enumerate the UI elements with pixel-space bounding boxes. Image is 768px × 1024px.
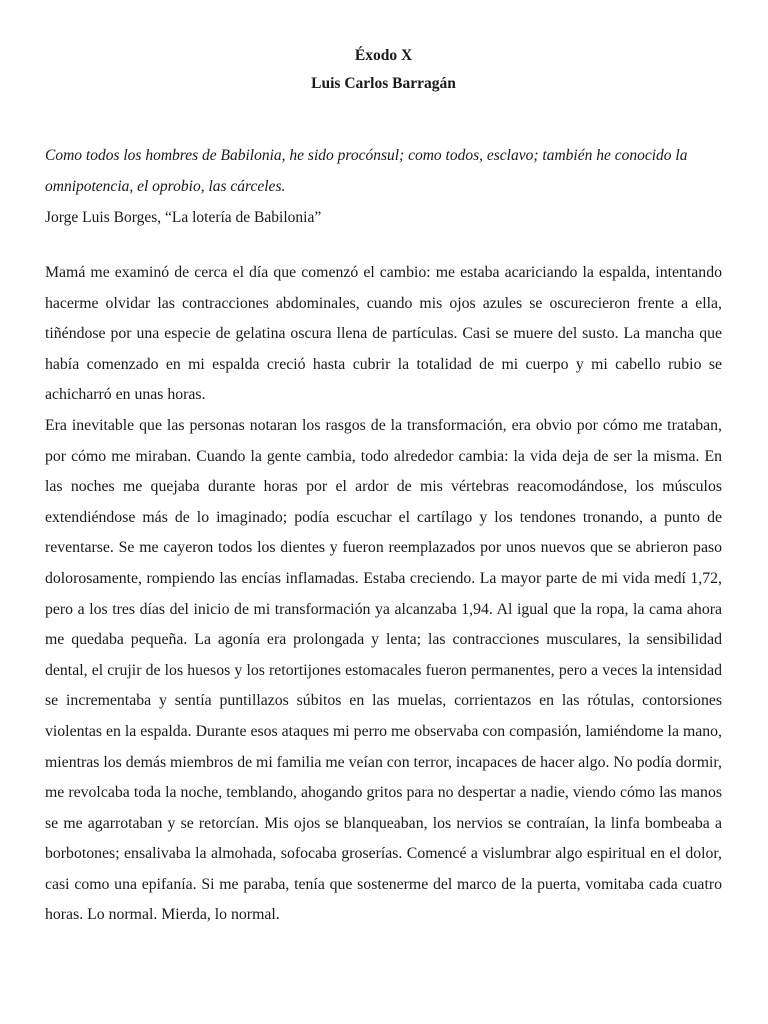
- paragraph-2: Era inevitable que las personas notaran los rasgos de la transformación, era obvio por cómo me trataban, por cómo me miraban. Cuando la gente cambia, todo alrededor cambia: la vida deja de ser la misma. En las noches me quejaba durante horas por el ardor de mis vértebras reacomodándose, los músculos extendiéndose más de lo imaginado; podía escuchar el cartílago y los tendones tronando, a punto de reventarse. Se me cayeron todos los dientes y fueron reemplazados por unos nuevos que se abrieron paso dolorosamente, rompiendo las encías inflamadas. Estaba creciendo. La mayor parte de mi vida medí 1,72, pero a los tres días del inicio de mi transformación ya alcanzaba 1,94. Al igual que la ropa, la cama ahora me quedaba pequeña. La agonía era prolongada y lenta; las contracciones musculares, la sensibilidad dental, el crujir de los huesos y los retortijones estomacales fueron permanentes, pero a veces la intensidad se incrementaba y sentía puntillazos súbitos en las muelas, corrientazos en las rótulas, contorsiones violentas en la espalda. Durante esos ataques mi perro me observaba con compasión, lamiéndome la mano, mientras los demás miembros de mi familia me veían con terror, incapaces de hacer algo. No podía dormir, me revolcaba toda la noche, temblando, ahogando gritos para no despertar a nadie, viendo cómo las manos se me agarrotaban y se retorcían. Mis ojos se blanqueaban, los nervios se contraían, la linfa bombeaba a borbotones; ensalivaba la almohada, sofocaba groserías. Comencé a vislumbrar algo espiritual en el dolor, casi como una epifanía. Si me paraba, tenía que sostenerme del marco de la puerta, vomitaba cada cuatro horas. Lo normal. Mierda, lo normal.: [45, 416, 722, 924]
- epigraph-source: Jorge Luis Borges, “La lotería de Babilonia”: [45, 209, 322, 226]
- document-title: Éxodo X: [354, 47, 413, 64]
- document-author: Luis Carlos Barragán: [311, 75, 456, 92]
- epigraph: [45, 140, 722, 233]
- epigraph-quote: Como todos los hombres de Babilonia, he sido procónsul; como todos, esclavo; también he conocido la omnipotencia, el oprobio, las cárceles.: [45, 147, 688, 195]
- paragraph-1: Mamá me examinó de cerca el día que comenzó el cambio: me estaba acariciando la espalda, intentando hacerme olvidar las contracciones abdominales, cuando mis ojos azules se oscurecieron frente a ella, tiñéndose por una especie de gelatina oscura llena de partículas. Casi se muere del susto. La mancha que había comenzado en mi espalda creció hasta cubrir la totalidad de mi cuerpo y mi cabello rubio se achicharró en unas horas.: [45, 264, 722, 404]
- story-body: [45, 258, 722, 931]
